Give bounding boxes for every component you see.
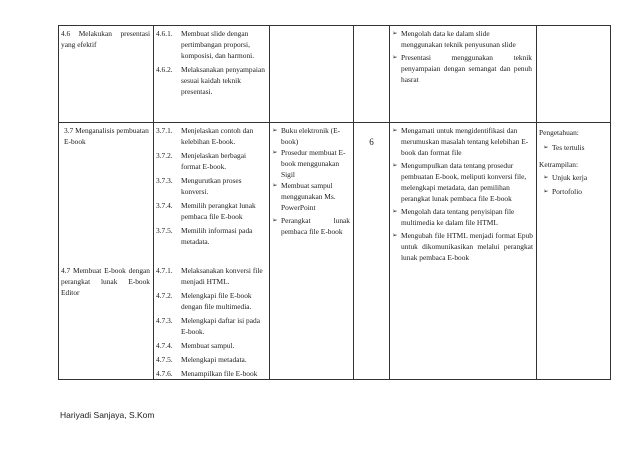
indicator-text: Menampilkan file E-book	[181, 369, 258, 378]
indicator-text: Melaksanakan konversi file menjadi HTML.	[181, 266, 263, 286]
material-item	[272, 125, 350, 147]
indicator-number: 4.7.2.	[156, 291, 173, 300]
indicator-item	[156, 200, 265, 222]
table-border	[58, 25, 611, 26]
competency-text: 4.6 Melakukan presentasi yang efektif	[61, 29, 150, 49]
activity-item	[392, 125, 533, 158]
indicator-number: 3.7.1.	[156, 126, 173, 135]
indicator-text: Membuat slide dengan pertimbangan proporsi, komposisi, dan harmoni.	[181, 29, 255, 60]
indicator-number: 4.6.1.	[156, 29, 173, 38]
activity-text: Mengubah file HTML menjadi format Epub untuk dikomunikasikan melalui perangkat lunak pembaca E-book	[401, 231, 533, 262]
activity-text: Mengolah data ke dalam slide menggunakan teknik penyusunan slide	[401, 29, 516, 49]
indicator-cell	[156, 125, 265, 247]
activity-cell	[392, 28, 532, 85]
material-text: Membuat sampul menggunakan Ms. PowerPoint	[281, 181, 336, 212]
indicator-number: 4.7.5.	[156, 355, 173, 364]
table-border	[269, 25, 270, 380]
competency-cell	[61, 265, 150, 298]
arrow-bullet-icon: ➢	[392, 207, 398, 215]
assessment-text: Tes tertulis	[552, 143, 585, 152]
activity-item	[392, 230, 533, 263]
indicator-item	[156, 28, 265, 61]
indicator-item	[156, 315, 265, 337]
indicator-number: 3.7.5.	[156, 226, 173, 235]
indicator-text: Memilih perangkat lunak pembaca file E-book	[181, 201, 256, 221]
material-item	[272, 147, 350, 180]
arrow-bullet-icon: ➢	[543, 187, 549, 195]
indicator-number: 4.7.1.	[156, 266, 173, 275]
knowledge-label: Pengetahuan:	[539, 128, 579, 137]
arrow-bullet-icon: ➢	[272, 216, 278, 224]
arrow-bullet-icon: ➢	[543, 173, 549, 181]
arrow-bullet-icon: ➢	[392, 231, 398, 239]
assessment-text: Portofolio	[552, 187, 582, 196]
competency-cell	[64, 125, 150, 147]
indicator-item	[156, 225, 265, 247]
indicator-number: 4.6.2.	[156, 65, 173, 74]
material-text: Buku elektronik (E-book)	[281, 126, 341, 146]
skills-label: Ketrampilan:	[539, 160, 578, 169]
indicator-text: Melaksanakan penyampaian sesuai kaidah teknik presentasi.	[181, 65, 265, 96]
time-value: 6	[369, 137, 374, 147]
activity-cell	[392, 125, 533, 263]
activity-text: Presentasi menggunakan teknik penyampaian dengan semangat dan penuh hasrat	[401, 53, 532, 84]
arrow-bullet-icon: ➢	[543, 143, 549, 151]
material-item	[272, 215, 350, 237]
indicator-item	[156, 265, 265, 287]
arrow-bullet-icon: ➢	[392, 161, 398, 169]
indicator-text: Melengkapi file E-book dengan file multimedia.	[181, 291, 252, 311]
indicator-number: 4.7.3.	[156, 316, 173, 325]
time-allocation	[354, 137, 389, 148]
arrow-bullet-icon: ➢	[392, 29, 398, 37]
indicator-number: 3.7.3.	[156, 176, 173, 185]
table-border	[58, 379, 611, 380]
assessment-item	[539, 186, 609, 197]
indicator-number: 3.7.4.	[156, 201, 173, 210]
indicator-item	[156, 354, 265, 365]
table-border	[58, 122, 611, 123]
activity-text: Mengolah data tentang penyisipan file multimedia ke dalam file HTML	[401, 207, 515, 227]
indicator-item	[156, 150, 265, 172]
table-border	[536, 25, 537, 380]
syllabus-table	[58, 25, 611, 380]
indicator-cell	[156, 28, 265, 97]
indicator-text: Memilih informasi pada metadata.	[181, 226, 253, 246]
competency-text: 4.7 Membuat E-book dengan perangkat lunak E-book Editor	[61, 266, 150, 297]
indicator-number: 4.7.4.	[156, 341, 173, 350]
indicator-item	[156, 368, 265, 379]
activity-item	[392, 52, 532, 85]
arrow-bullet-icon: ➢	[272, 126, 278, 134]
indicator-text: Menjelaskan berbagai format E-book.	[181, 151, 247, 171]
table-border	[353, 25, 354, 380]
activity-text: Mengumpulkan data tentang prosedur pembuatan E-book, meliputi konversi file, melengkapi metadata, dan pemilihan perangkat lunak pembaca file E-book	[401, 161, 527, 203]
indicator-cell	[156, 265, 265, 379]
arrow-bullet-icon: ➢	[392, 126, 398, 134]
competency-text: 3.7 Menganalisis pembuatan E-book	[64, 126, 149, 146]
activity-text: Mengamati untuk mengidentifikasi dan merumuskan masalah tentang kelebihan E-book dan format file	[401, 126, 529, 157]
table-border	[389, 25, 390, 380]
indicator-text: Melengkapi daftar isi pada E-book.	[181, 316, 261, 336]
material-cell	[272, 125, 350, 237]
indicator-item	[156, 125, 265, 147]
table-border	[58, 25, 59, 380]
material-item	[272, 180, 350, 213]
indicator-item	[156, 175, 265, 197]
indicator-item	[156, 64, 265, 97]
activity-item	[392, 160, 533, 204]
arrow-bullet-icon: ➢	[272, 181, 278, 189]
arrow-bullet-icon: ➢	[272, 148, 278, 156]
page-footer: Hariyadi Sanjaya, S.Kom	[60, 410, 155, 420]
competency-cell	[61, 28, 150, 50]
material-text: Perangkat lunak pembaca file E-book	[281, 216, 350, 236]
assessment-item	[539, 142, 609, 153]
activity-item	[392, 28, 532, 50]
table-border	[610, 25, 611, 380]
indicator-item	[156, 340, 265, 351]
assessment-item	[539, 172, 609, 183]
assessment-cell	[539, 127, 609, 197]
activity-item	[392, 206, 533, 228]
table-border	[153, 25, 154, 380]
assessment-text: Unjuk kerja	[552, 173, 588, 182]
indicator-number: 3.7.2.	[156, 151, 173, 160]
indicator-item	[156, 290, 265, 312]
arrow-bullet-icon: ➢	[392, 53, 398, 61]
indicator-text: Menjelaskan contoh dan kelebihan E-book.	[181, 126, 254, 146]
indicator-text: Melengkapi metadata.	[181, 355, 247, 364]
indicator-text: Mengurutkan proses konversi.	[181, 176, 242, 196]
indicator-text: Membuat sampul.	[181, 341, 235, 350]
indicator-number: 4.7.6.	[156, 369, 173, 378]
material-text: Prosedur membuat E-book menggunakan Sigil	[281, 148, 346, 179]
